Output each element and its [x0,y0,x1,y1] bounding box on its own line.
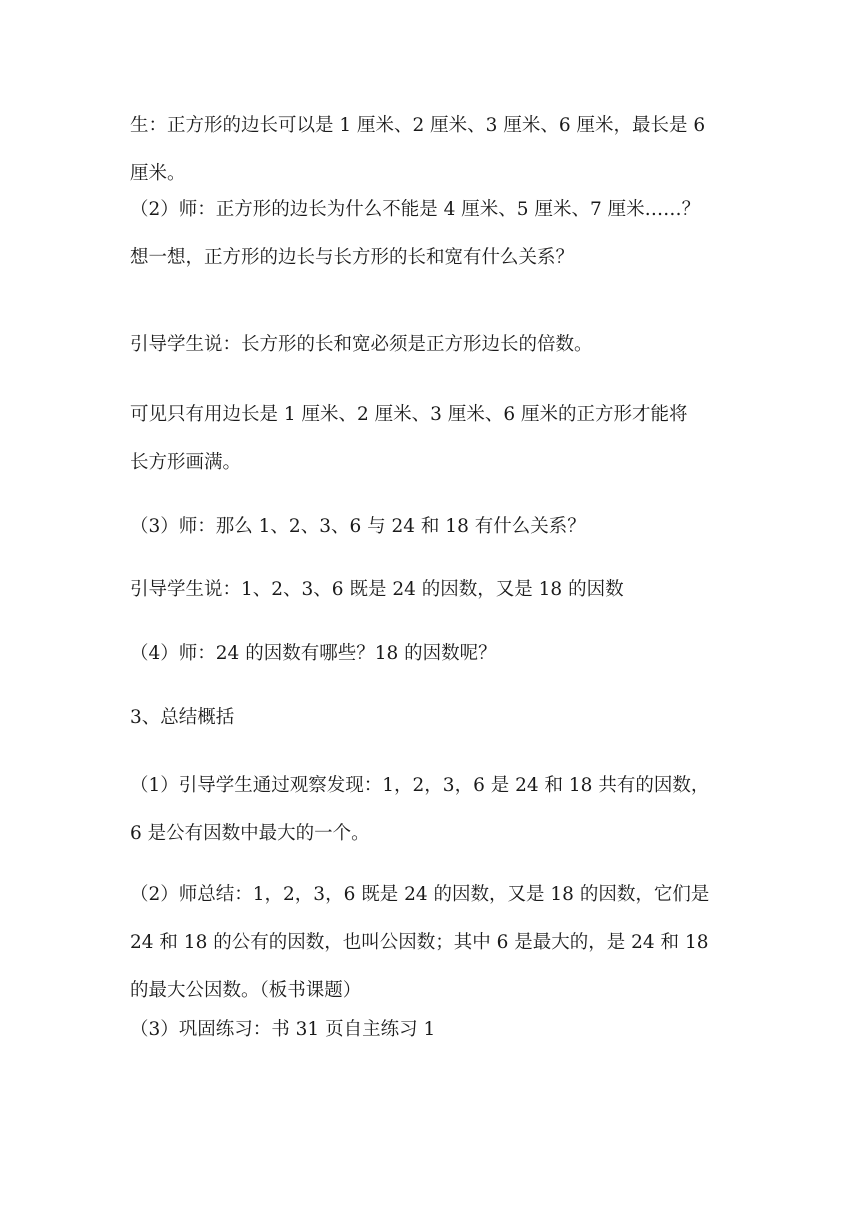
text-line: 生：正方形的边长可以是 1 厘米、2 厘米、3 厘米、6 厘米，最长是 6 [130,115,706,136]
text-line: （4）师：24 的因数有哪些？18 的因数呢？ [130,643,497,664]
text-line: 想一想，正方形的边长与长方形的长和宽有什么关系？ [130,247,575,268]
paragraph-observation [130,762,740,858]
paragraph-teacher-question-4 [130,630,740,678]
paragraph-teacher-question-2 [130,186,740,282]
text-line: 的最大公因数。（板书课题） [130,980,362,1001]
paragraph-practice [130,1006,740,1054]
text-line: 长方形画满。 [130,452,242,473]
text-line: 24 和 18 的公有的因数，也叫公因数；其中 6 是最大的，是 24 和 18 [130,932,709,953]
paragraph-teacher-summary [130,871,740,1015]
text-line: 6 是公有因数中最大的一个。 [130,823,370,844]
text-line: （1）引导学生通过观察发现：1，2，3，6 是 24 和 18 共有的因数， [130,775,710,796]
paragraph-student-answer [130,102,740,198]
paragraph-conclusion-squares [130,391,740,487]
text-line: 引导学生说：1、2、3、6 既是 24 的因数，又是 18 的因数 [130,579,624,600]
paragraph-guide-common-factors [130,566,740,614]
text-line: 可见只有用边长是 1 厘米、2 厘米、3 厘米、6 厘米的正方形才能将 [130,404,688,425]
paragraph-guide-multiple [130,321,740,369]
text-line: 厘米。 [130,163,186,184]
text-line: （2）师总结：1，2，3，6 既是 24 的因数，又是 18 的因数，它们是 [130,884,710,905]
text-line: （3）巩固练习：书 31 页自主练习 1 [130,1019,436,1040]
text-line: （3）师：那么 1、2、3、6 与 24 和 18 有什么关系？ [130,516,586,537]
paragraph-teacher-question-3 [130,503,740,551]
text-line: （2）师：正方形的边长为什么不能是 4 厘米、5 厘米、7 厘米……？ [130,199,701,220]
text-line: 3、总结概括 [130,707,235,728]
section-heading-summary [130,694,740,742]
text-line: 引导学生说：长方形的长和宽必须是正方形边长的倍数。 [130,334,593,355]
